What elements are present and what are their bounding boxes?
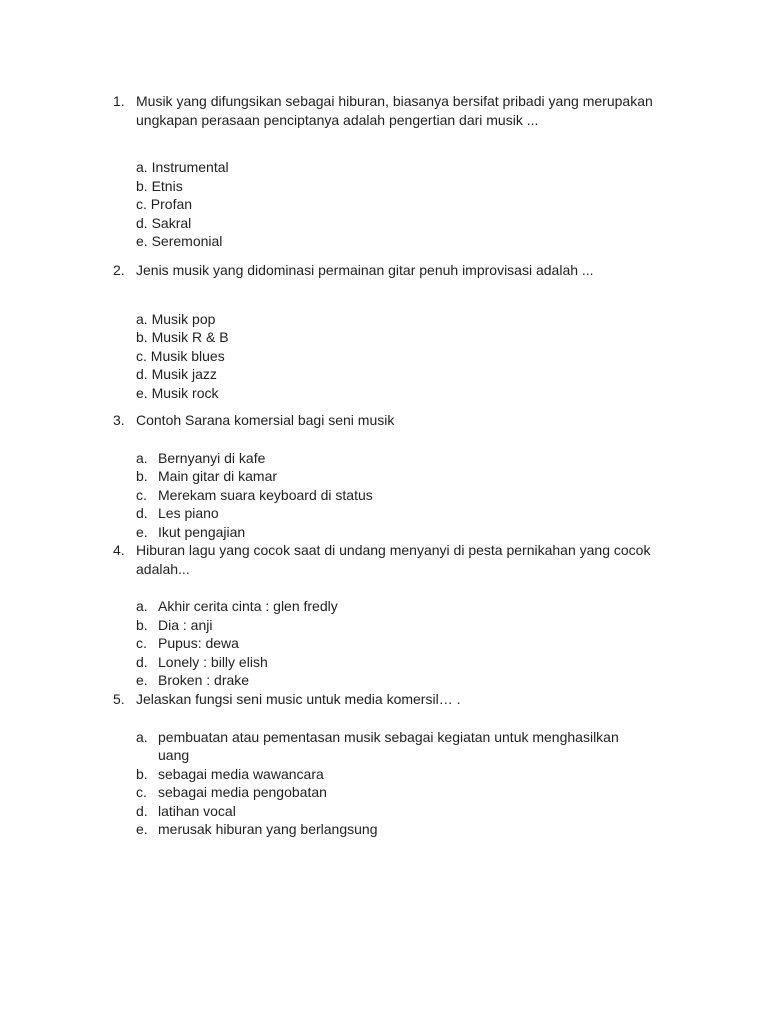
option-d: d. Les piano — [136, 505, 219, 521]
question-3 — [0, 411, 768, 541]
option-list — [136, 449, 768, 542]
option-list — [136, 158, 768, 251]
question-text: Jenis musik yang didominasi permainan gitar penuh improvisasi adalah ... — [136, 262, 594, 278]
option-e: e. Broken : drake — [136, 672, 250, 688]
question-5 — [0, 690, 768, 839]
option-c: c. Musik blues — [136, 347, 225, 364]
option-d: d. Sakral — [136, 214, 192, 231]
option-a: a. Bernyanyi di kafe — [136, 449, 266, 466]
question-2 — [0, 261, 768, 402]
option-c: c. Pupus: dewa — [136, 635, 239, 651]
option-a: a. Instrumental — [136, 159, 229, 175]
option-d: d. Lonely : billy elish — [136, 653, 268, 670]
question-text: Contoh Sarana komersial bagi seni musik — [136, 412, 395, 428]
question-text: Musik yang difungsikan sebagai hiburan, biasanya bersifat pribadi yang merupakan ungkapan perasaan penciptanya adalah pengertian dari musik ... — [136, 93, 653, 128]
option-a: a. Akhir cerita cinta : glen fredly — [136, 598, 338, 614]
question-text: Jelaskan fungsi seni music untuk media komersil… . — [136, 691, 461, 707]
option-d: d. latihan vocal — [136, 802, 236, 819]
question-number: 3. — [113, 412, 125, 428]
question-1 — [0, 92, 768, 251]
option-e: e. Ikut pengajian — [136, 523, 246, 540]
option-b: b. Etnis — [136, 177, 183, 194]
option-e: e. merusak hiburan yang berlangsung — [136, 821, 378, 837]
option-list — [136, 310, 768, 403]
option-e: e. Musik rock — [136, 384, 219, 401]
question-4 — [0, 541, 768, 690]
question-number: 5. — [113, 691, 125, 707]
option-b: b. sebagai media wawancara — [136, 765, 324, 782]
option-b: b. Musik R & B — [136, 329, 229, 345]
option-a: a. pembuatan atau pementasan musik sebagai kegiatan untuk menghasilkan uang — [136, 728, 619, 763]
option-e: e. Seremonial — [136, 233, 223, 249]
question-text: Hiburan lagu yang cocok saat di undang menyanyi di pesta pernikahan yang cocok adalah... — [136, 542, 651, 577]
option-c: c. Merekam suara keyboard di status — [136, 486, 373, 503]
option-a: a. Musik pop — [136, 310, 216, 327]
option-c: c. sebagai media pengobatan — [136, 784, 327, 800]
question-number: 4. — [113, 542, 125, 558]
question-number: 2. — [113, 262, 125, 278]
option-list — [136, 597, 768, 690]
option-b: b. Main gitar di kamar — [136, 468, 278, 484]
option-c: c. Profan — [136, 196, 193, 212]
question-number: 1. — [113, 93, 125, 109]
option-list — [136, 728, 768, 839]
option-d: d. Musik jazz — [136, 366, 217, 382]
option-b: b. Dia : anji — [136, 616, 213, 633]
